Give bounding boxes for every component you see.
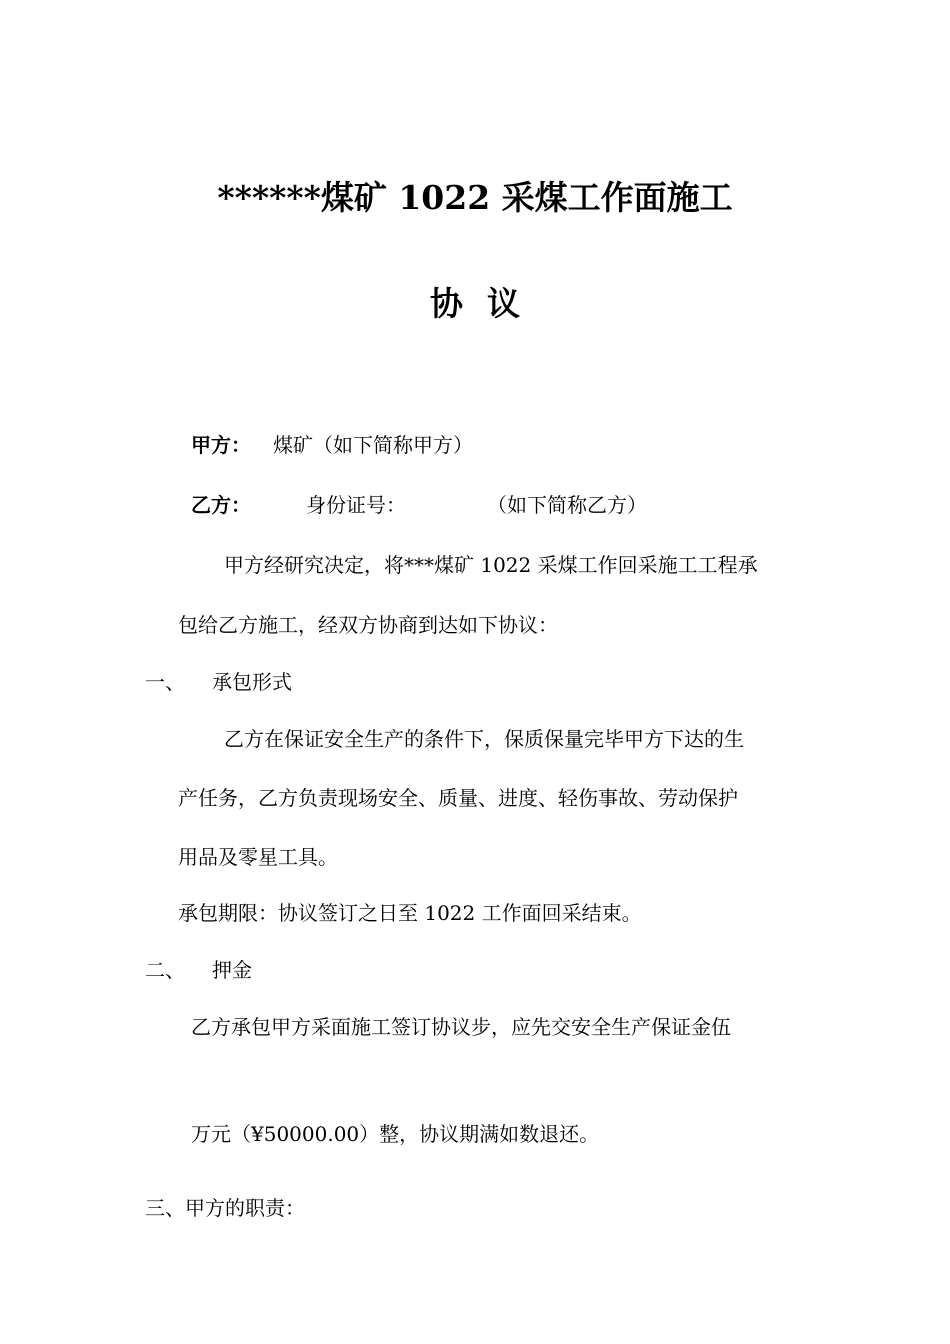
section-1-para-line-3: 用品及零星工具。 [178, 845, 338, 869]
section-2-heading: 押金 [212, 958, 252, 982]
document-subtitle: 协议 [430, 284, 544, 323]
intro-line-2: 包给乙方施工，经双方协商到达如下协议： [178, 613, 558, 637]
party-a-value: 煤矿（如下简称甲方） [273, 433, 473, 457]
party-a-label: 甲方： [191, 433, 251, 457]
section-1-heading: 承包形式 [212, 670, 292, 694]
section-1-term: 承包期限：协议签订之日至 1022 工作面回采结束。 [178, 901, 642, 925]
section-1-para-line-2: 产任务，乙方负责现场安全、质量、进度、轻伤事故、劳动保护 [178, 786, 738, 810]
section-2-para-line-1: 乙方承包甲方采面施工签订协议步，应先交安全生产保证金伍 [191, 1015, 731, 1039]
intro-line-1: 甲方经研究决定，将***煤矿 1022 采煤工作回采施工工程承 [224, 553, 758, 577]
party-b-suffix: （如下简称乙方） [487, 493, 647, 517]
section-1-para-line-1: 乙方在保证安全生产的条件下，保质保量完毕甲方下达的生 [224, 727, 744, 751]
section-1-number: 一、 [145, 670, 185, 694]
section-2-para-line-2: 万元（¥50000.00）整，协议期满如数退还。 [191, 1122, 600, 1146]
document-title: ******煤矿 1022 采煤工作面施工 [217, 178, 733, 217]
section-3-heading: 三、甲方的职责： [145, 1196, 305, 1220]
party-b-id-label: 身份证号： [306, 493, 406, 517]
party-b-label: 乙方： [191, 493, 251, 517]
section-2-number: 二、 [145, 958, 185, 982]
